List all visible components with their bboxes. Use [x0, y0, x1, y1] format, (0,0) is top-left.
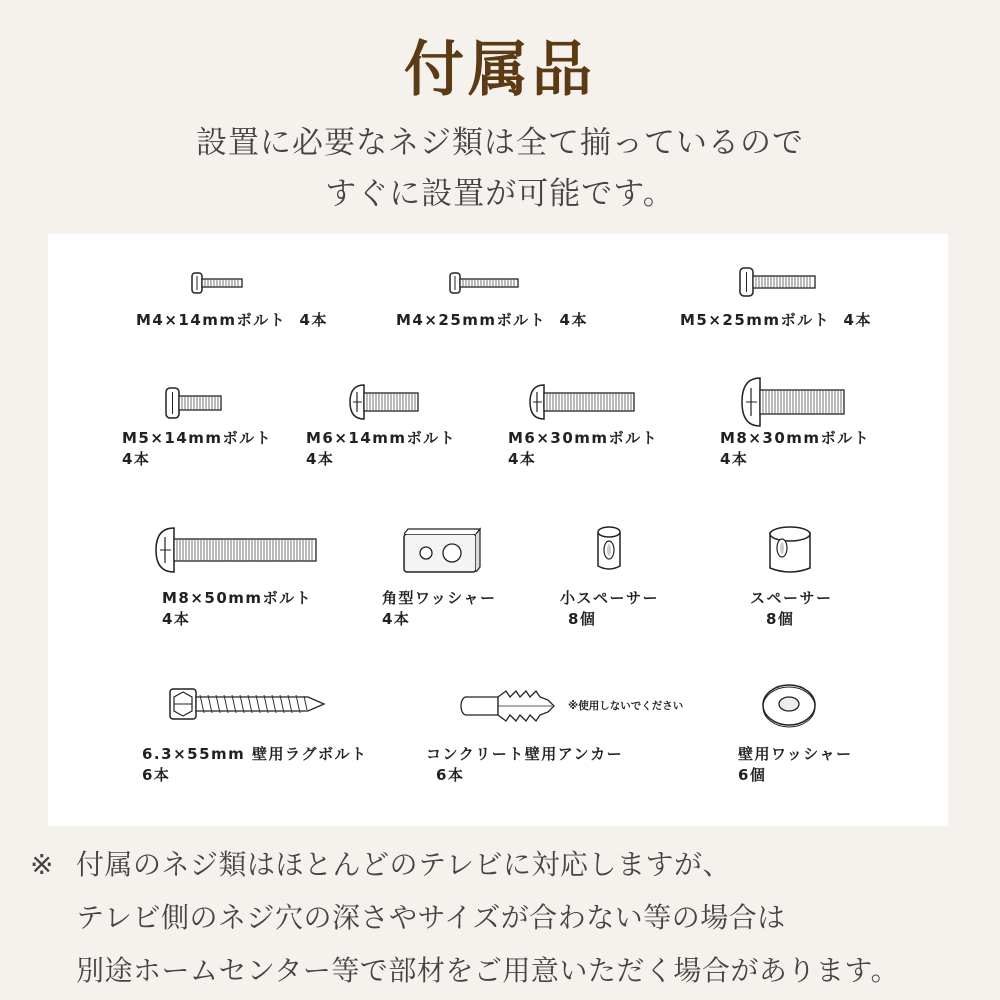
bolt-icon [190, 270, 250, 296]
subtitle-line-2: すぐに設置が可能です。 [325, 176, 675, 212]
part-label: 角型ワッシャー [382, 589, 497, 607]
part-label: M5×14mmボルト [122, 429, 273, 447]
part-qty: 8個 [766, 610, 795, 628]
part-qty: 4本 [508, 450, 537, 468]
do-not-use-note: ※使用しないでください [568, 700, 684, 712]
part-label: M4×25mmボルト [396, 311, 547, 329]
part-qty: 6本 [436, 766, 465, 784]
subtitle-line-1: 設置に必要なネジ類は全て揃っているので [196, 125, 804, 161]
part-qty: 4本 [299, 311, 328, 329]
bolt-icon [528, 382, 638, 422]
lag-bolt-icon [168, 686, 328, 722]
washer-icon [760, 682, 818, 728]
part-qty: 8個 [568, 610, 597, 628]
part-label: M5×25mmボルト [680, 311, 831, 329]
part-label: M6×14mmボルト [306, 429, 457, 447]
part-qty: 4本 [843, 311, 872, 329]
part-qty: 4本 [720, 450, 749, 468]
spacer-icon [764, 524, 816, 576]
part-qty: 4本 [559, 311, 588, 329]
parts-panel [48, 234, 948, 826]
part-label: 壁用ワッシャー [738, 745, 853, 763]
footer-line-3: 別途ホームセンター等で部材をご用意いただく場合があります。 [76, 954, 900, 987]
part-label: M4×14mmボルト [136, 311, 287, 329]
bolt-icon [448, 270, 523, 296]
part-qty: 4本 [306, 450, 335, 468]
footer-note [30, 838, 990, 997]
part-qty: 6個 [738, 766, 767, 784]
anchor-icon [458, 688, 562, 724]
part-qty: 6本 [142, 766, 171, 784]
bolt-icon [740, 376, 848, 428]
part-qty: 4本 [162, 610, 191, 628]
page-title: 付属品 [404, 35, 596, 105]
part-label: 小スペーサー [560, 589, 660, 607]
bolt-icon [348, 382, 424, 422]
part-label: スペーサー [750, 589, 833, 607]
note-mark: ※ [30, 848, 54, 881]
part-label: 6.3×55mm 壁用ラグボルト [142, 745, 368, 763]
part-qty: 4本 [382, 610, 411, 628]
spacer-icon [594, 524, 624, 574]
part-label: M8×50mmボルト [162, 589, 313, 607]
bolt-icon [154, 526, 320, 574]
footer-line-1: 付属のネジ類はほとんどのテレビに対応しますが、 [76, 848, 731, 881]
part-label: M6×30mmボルト [508, 429, 659, 447]
bolt-icon [738, 266, 820, 298]
part-qty: 4本 [122, 450, 151, 468]
footer-line-2: テレビ側のネジ穴の深さやサイズが合わない等の場合は [76, 901, 786, 934]
part-label: コンクリート壁用アンカー [426, 745, 624, 763]
square-washer-icon [398, 526, 482, 576]
part-label: M8×30mmボルト [720, 429, 871, 447]
subtitle [0, 118, 1000, 220]
bolt-icon [164, 386, 226, 420]
